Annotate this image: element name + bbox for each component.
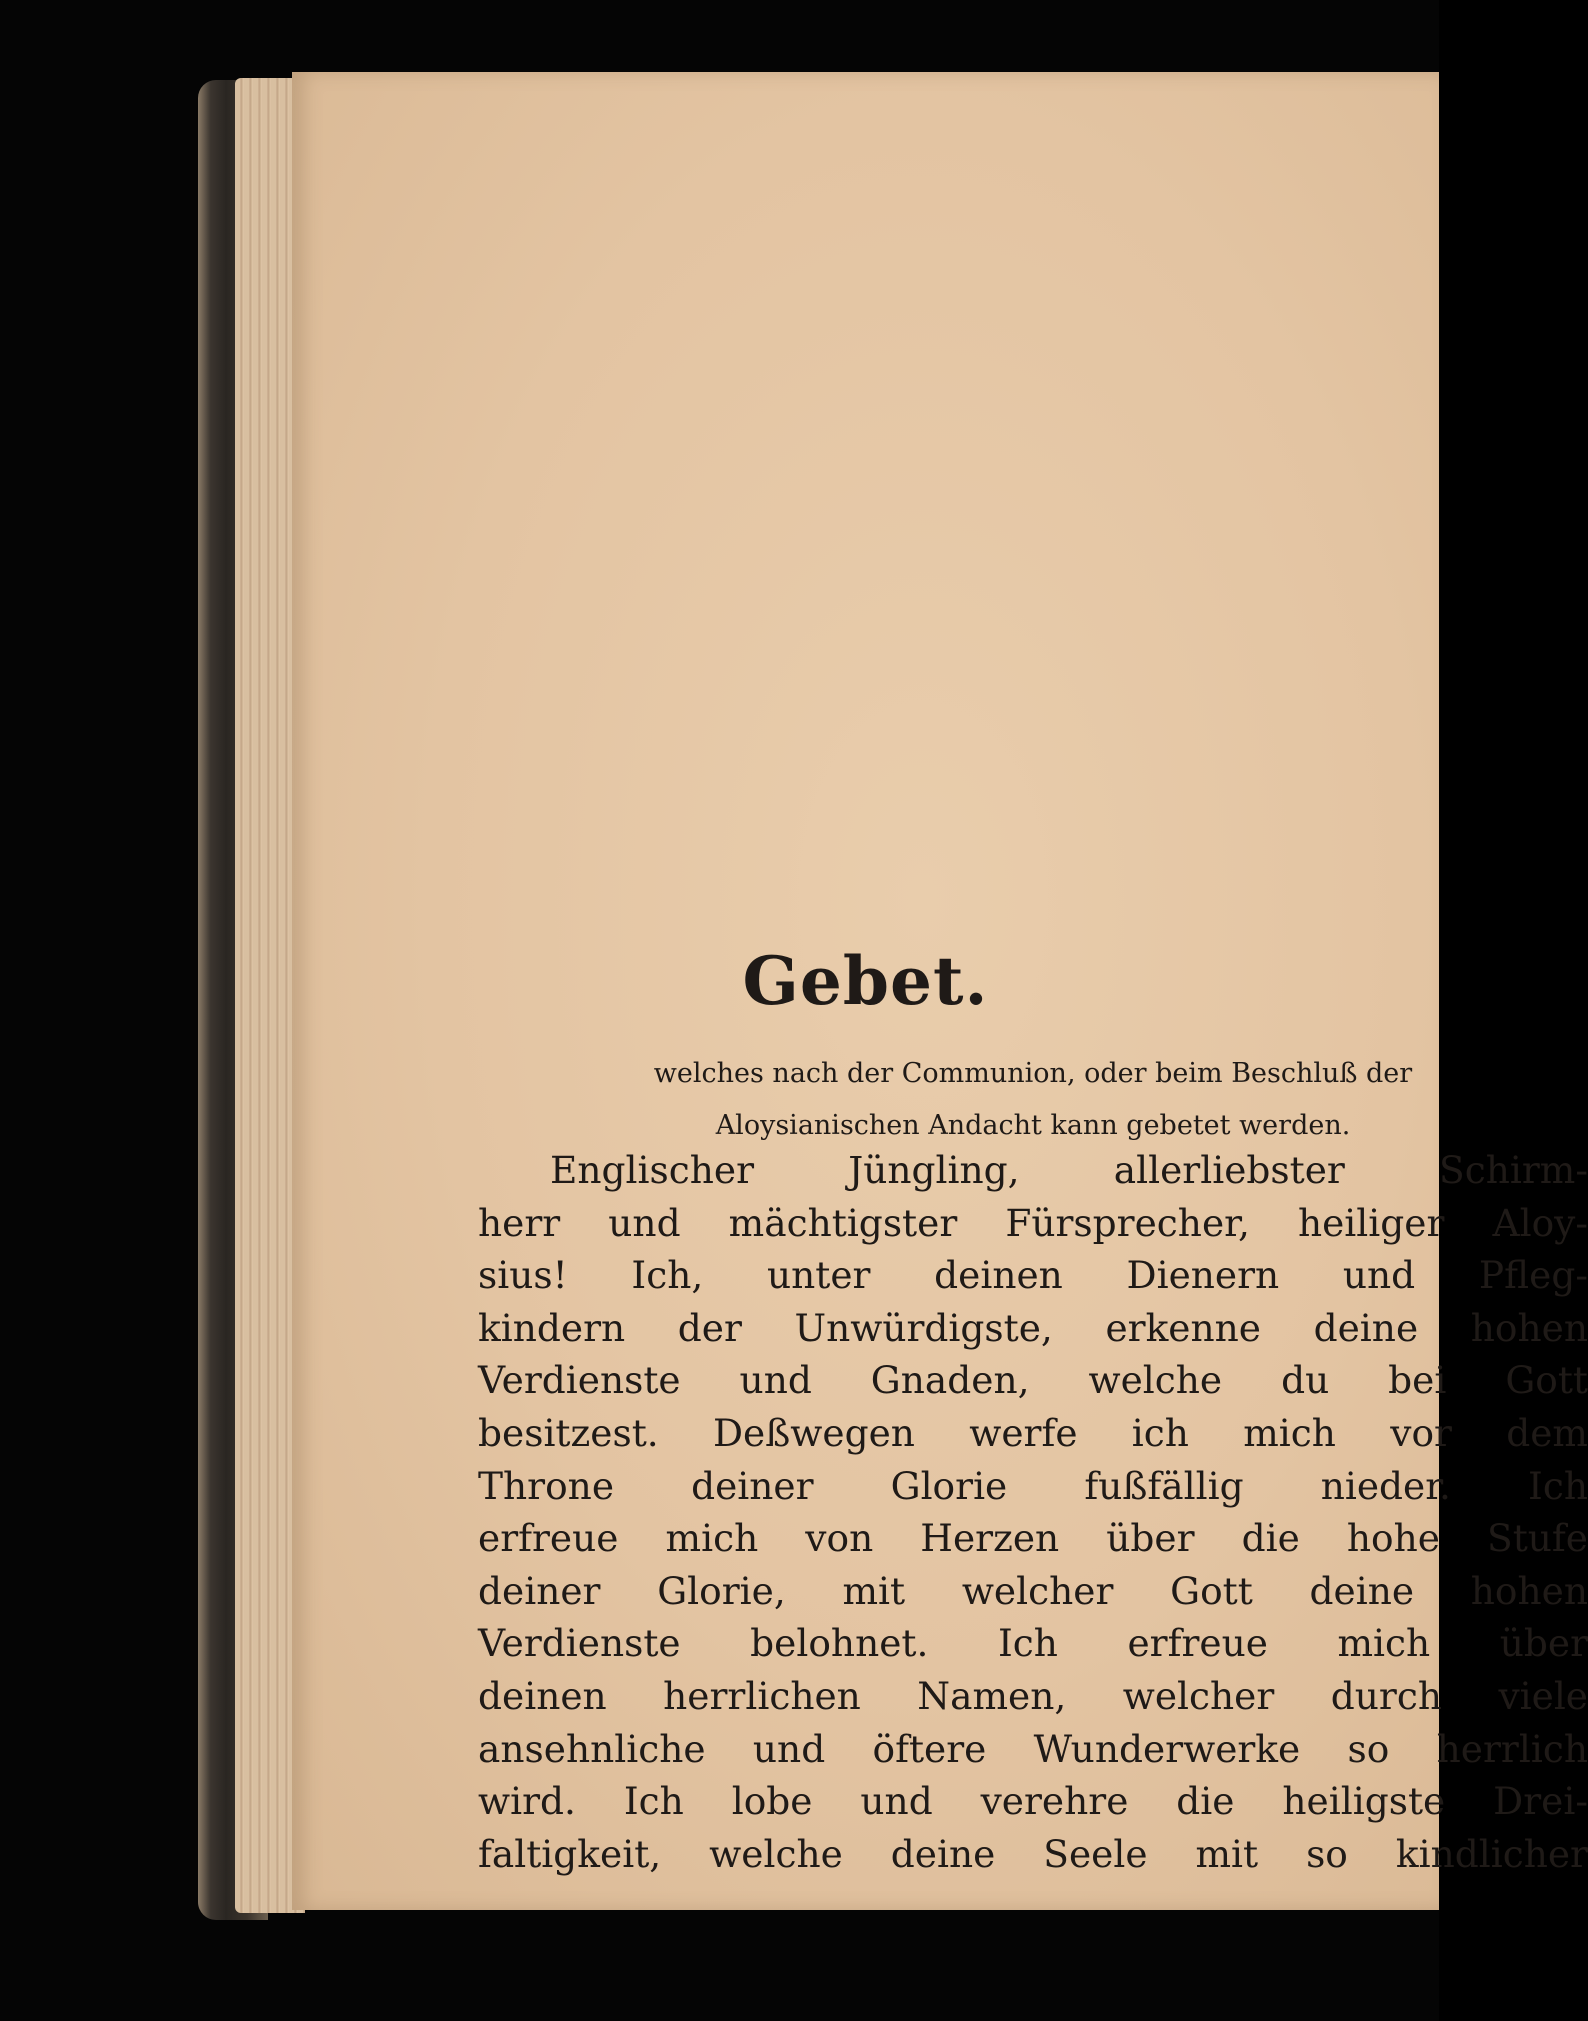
text-line: herr und mächtigster Fürsprecher, heiliger Aloy-	[478, 1200, 1588, 1245]
page-title: Gebet.	[742, 942, 989, 1020]
text-line: Verdienste und Gnaden, welche du bei Gott	[478, 1358, 1588, 1403]
prayer-subtitle	[478, 1048, 1588, 1152]
subtitle-line: Aloysianischen Andacht kann gebetet werden.	[715, 1110, 1351, 1141]
text-line: Throne deiner Glorie fußfällig nieder. Ich	[478, 1463, 1588, 1508]
text-line: wird. Ich lobe und verehre die heiligste Drei-	[478, 1779, 1588, 1824]
text-line: sius! Ich, unter deinen Dienern und Pfleg-	[478, 1253, 1588, 1298]
text-line: deinen herrlichen Namen, welcher durch viele	[478, 1673, 1588, 1718]
subtitle-line: welches nach der Communion, oder beim Beschluß der	[653, 1058, 1413, 1089]
text-line: erfreue mich von Herzen über die hohe Stufe	[478, 1516, 1588, 1561]
book-page	[292, 72, 1588, 1910]
text-line: besitzest. Deßwegen werfe ich mich vor dem	[478, 1410, 1588, 1455]
text-line: Verdienste belohnet. Ich erfreue mich über	[478, 1621, 1588, 1666]
prayer-text	[478, 1144, 1588, 1880]
text-line: ansehnliche und öftere Wunderwerke so herrlich	[478, 1726, 1588, 1771]
text-line: Englischer Jüngling, allerliebster Schirm-	[550, 1148, 1588, 1192]
text-line: faltigkeit, welche deine Seele mit so kindlicher	[478, 1831, 1588, 1876]
text-line: kindern der Unwürdigste, erkenne deine hohen	[478, 1305, 1588, 1350]
text-line: deiner Glorie, mit welcher Gott deine hohen	[478, 1568, 1588, 1613]
